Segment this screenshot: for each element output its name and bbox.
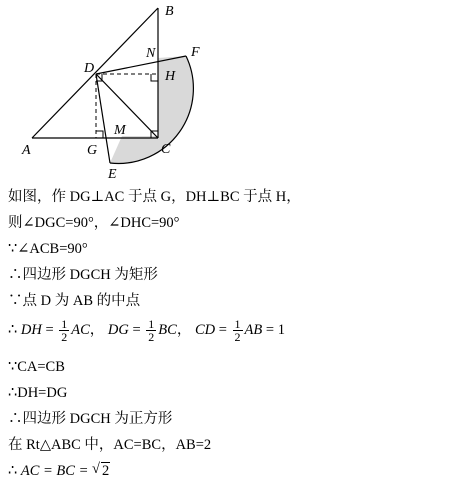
proof-line-6: ∴ DH = $\frac{1}{2}$ AC， DG = $\frac{1}{2}$ BC， CD = $\frac{1}{2}$ AB = 1 xyxy=(8,317,285,344)
label-d: D xyxy=(84,61,95,76)
proof-line-3: ∵∠ACB=90° xyxy=(8,241,88,257)
segment-dc xyxy=(96,74,158,138)
label-b: B xyxy=(165,4,174,19)
segment-de xyxy=(96,74,110,163)
proof-line-2: 则∠DGC=90°，∠DHC=90° xyxy=(8,215,180,231)
proof-line-8: ∴DH=DG xyxy=(8,385,68,401)
proof-line-10: 在 Rt△ABC 中，AC=BC，AB=2 xyxy=(8,437,212,453)
geometry-figure xyxy=(0,0,465,190)
proof-line-4: ∴四边形 DGCH 为矩形 xyxy=(8,267,158,283)
proof-line-7: ∵CA=CB xyxy=(8,359,65,375)
proof-line-1: 如图，作 DG⊥AC 于点 G，DH⊥BC 于点 H， xyxy=(8,189,301,205)
shaded-region xyxy=(110,56,193,163)
sqrt-2: √ 2 xyxy=(92,461,110,479)
label-n: N xyxy=(146,46,156,61)
label-c: C xyxy=(161,142,171,157)
label-h: H xyxy=(165,69,176,84)
label-g: G xyxy=(87,143,98,158)
proof-line-5: ∵点 D 为 AB 的中点 xyxy=(8,293,141,309)
proof-line-9: ∴四边形 DGCH 为正方形 xyxy=(8,411,173,427)
label-m: M xyxy=(114,123,126,138)
label-e: E xyxy=(108,167,117,182)
right-angle-g xyxy=(96,131,103,138)
right-angle-h xyxy=(151,74,158,81)
label-f: F xyxy=(191,45,200,60)
proof-line-11: ∴ AC = BC = √ 2 xyxy=(8,461,110,479)
label-a: A xyxy=(22,143,31,158)
